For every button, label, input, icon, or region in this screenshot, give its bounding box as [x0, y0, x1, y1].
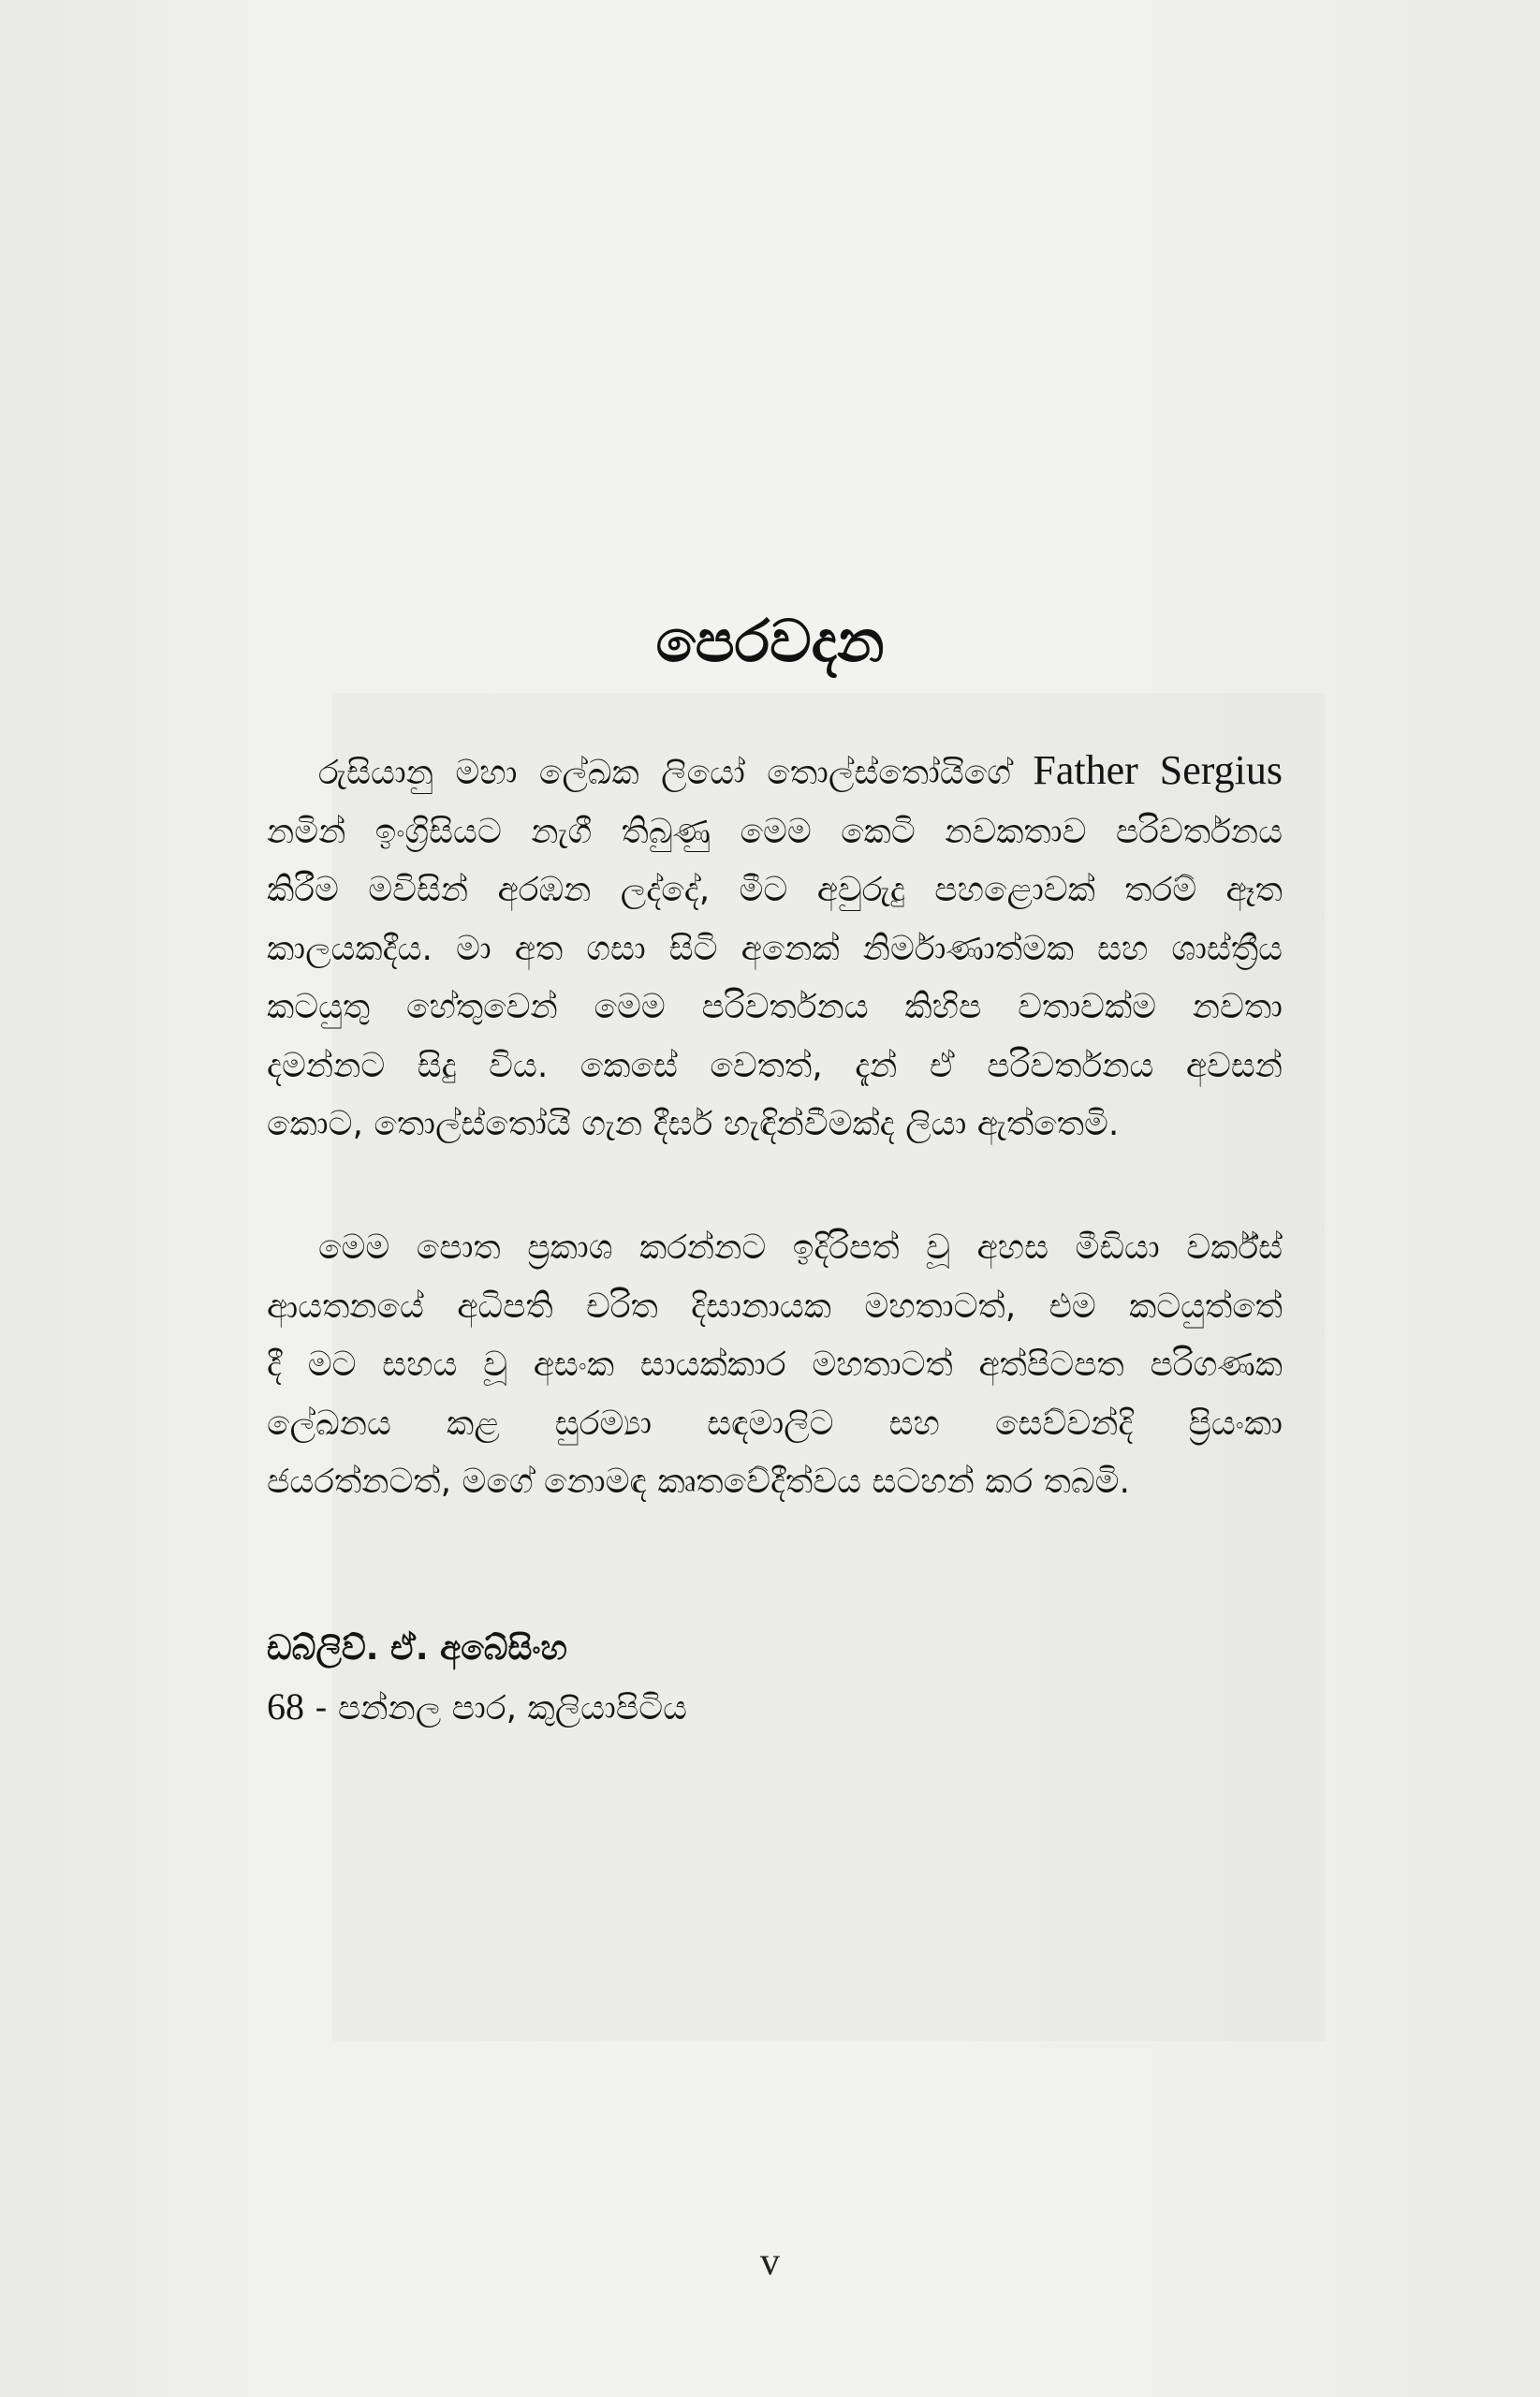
author-address	[267, 1678, 687, 1738]
signature-block	[267, 1620, 687, 1738]
paragraph-line	[267, 742, 1283, 803]
paragraph-line: ආයතනයේ අධිපති චරිත දිසානායක මහතාටත්, එම කටයුත්තේ	[267, 1287, 1283, 1326]
line-text: රුසියානු මහා ලේඛක ලියෝ තොල්ස්තෝයිගේ	[318, 754, 1011, 792]
paragraph-line: ලේඛනය කළ සුරම්‍යා සඳමාලිට සහ සෙව්වන්දි ප්‍රියංකා	[267, 1404, 1283, 1443]
page-heading: පෙරවදන	[655, 607, 885, 675]
paragraph-foreword-1	[267, 742, 1283, 1154]
paragraph-line: කොට, තොල්ස්තෝයි ගැන දීර්ඝ හැඳින්වීමක්ද ලියා ඇත්තෙමි.	[267, 1105, 1120, 1143]
paragraph-line: ජයරත්නටත්, මගේ නොමඳ කෘතවේදීත්වය සටහන් කර තබමි.	[267, 1463, 1130, 1501]
address-text: - පන්නල පාර, කුලියාපිටිය	[304, 1689, 688, 1728]
paragraph-line: දී මට සහය වූ අසංක සායක්කාර මහතාටත් අත්පිටපත පරිගණක	[267, 1346, 1283, 1384]
paragraph-acknowledgements	[267, 1219, 1283, 1512]
paragraph-line: කිරීම මවිසින් අරඹන ලද්දේ, මීට අවුරුදු පහළොවක් තරම් ඈත	[267, 871, 1283, 909]
page-number: v	[760, 2241, 780, 2284]
paragraph-line: කටයුතු හේතුවෙන් මෙම පරිවර්තනය කිහිප වතාවක්ම නවතා	[267, 988, 1283, 1026]
paragraph-line: කාලයකදීය. මා අත ගසා සිටි අනෙක් නිර්මාණාත්මක සහ ශාස්ත්‍රීය	[267, 929, 1283, 968]
paragraph-line: දමන්නට සිදු විය. කෙසේ වෙතත්, දැන් ඒ පරිවර්තනය අවසන්	[267, 1046, 1283, 1085]
author-name: ඩබ්ලිව්. ඒ. අබේසිංහ	[267, 1629, 567, 1668]
paragraph-line: මෙම පොත ප්‍රකාශ කරන්නට ඉදිරිපත් වූ අහස මීඩියා වර්ක්ස්	[318, 1228, 1283, 1267]
address-number: 68	[267, 1685, 304, 1728]
english-title: Father Sergius	[1033, 747, 1283, 793]
paragraph-line: නමින් ඉංග්‍රිසියට නැගී තිබුණු මෙම කෙටි නවකතාව පරිවර්තනය	[267, 812, 1283, 851]
